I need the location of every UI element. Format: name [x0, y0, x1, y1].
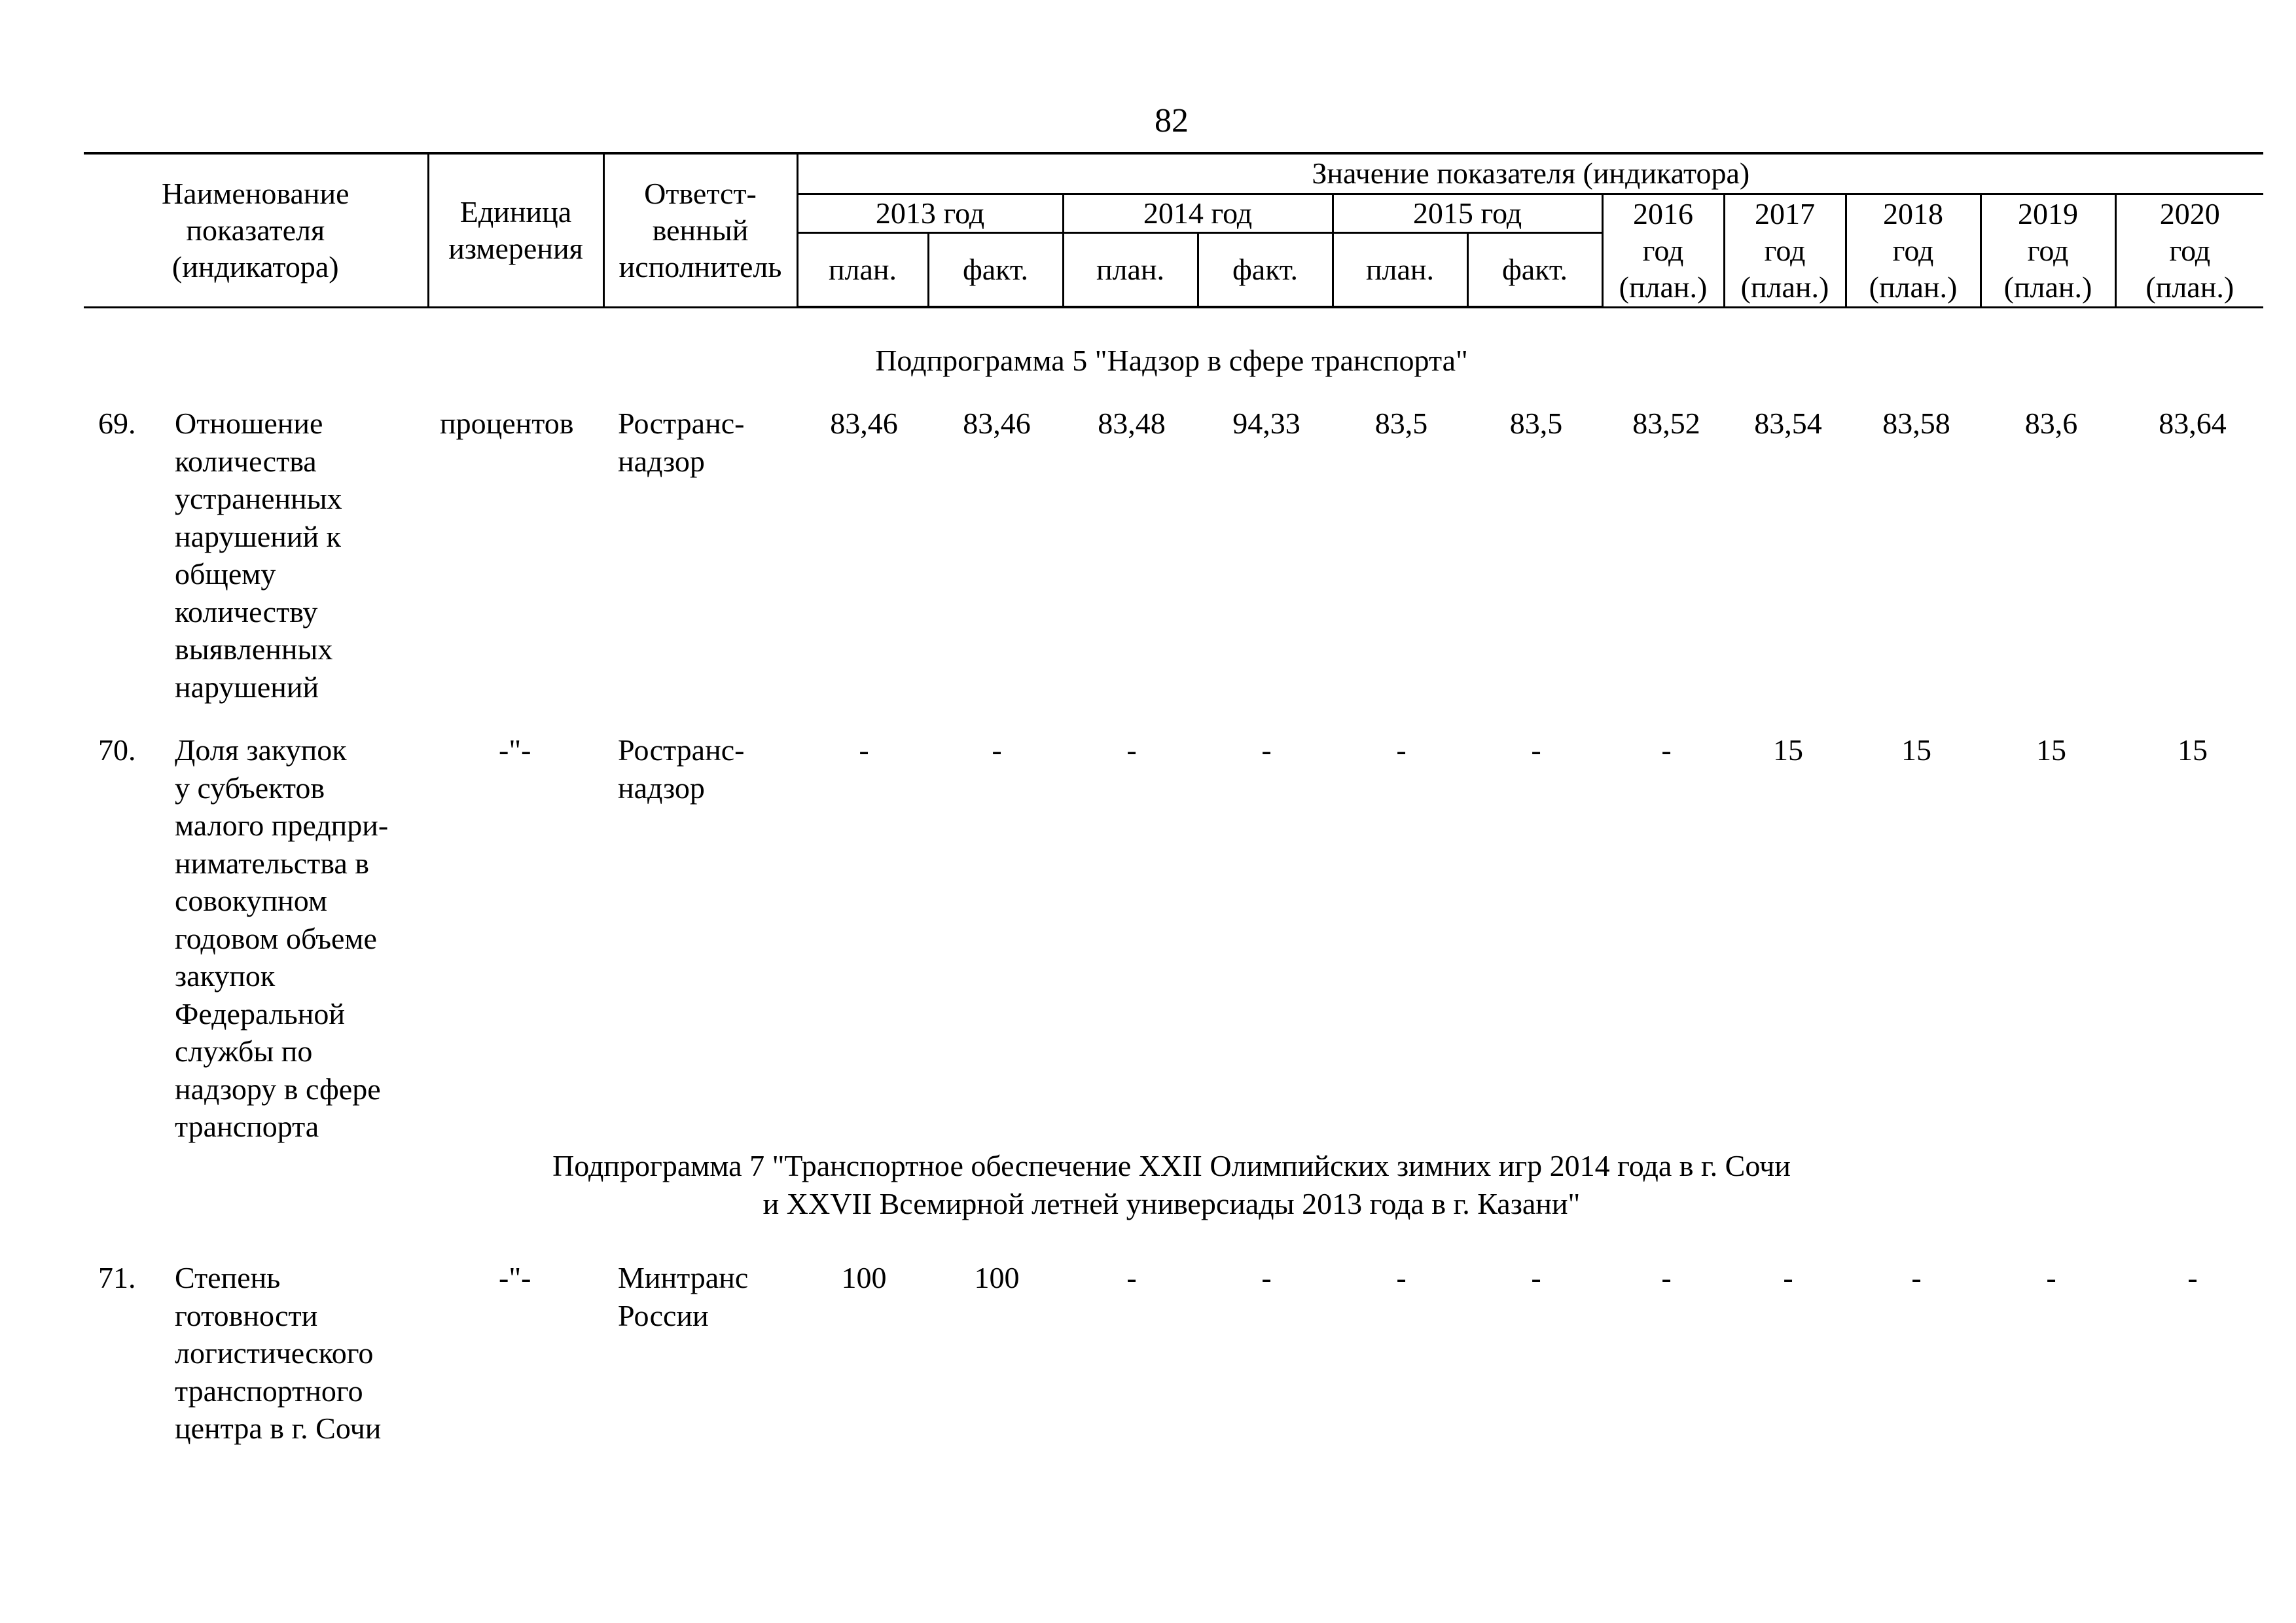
- row-unit: -"-: [499, 733, 531, 767]
- row-name: Отношение количества устраненных нарушений к общему количеству выявленных нарушений: [175, 407, 342, 704]
- value-cell: 83,46: [963, 407, 1031, 440]
- value-cell: -: [1261, 1261, 1272, 1294]
- value-cell: 94,33: [1232, 407, 1300, 440]
- value-cell: 83,48: [1098, 407, 1166, 440]
- value-cell: 83,46: [830, 407, 898, 440]
- header-value-group: Значение показателя (индикатора): [797, 153, 2263, 194]
- value-cell: 15: [1773, 733, 1803, 767]
- value-cell: -: [1661, 733, 1672, 767]
- value-cell: -: [2187, 1261, 2198, 1294]
- value-cell: -: [1783, 1261, 1793, 1294]
- header-name-col: Наименование показателя (индикатора): [84, 153, 428, 307]
- header-plan-2014: план.: [1063, 232, 1198, 307]
- value-cell: -: [1531, 733, 1541, 767]
- page-number: 82: [1155, 102, 1189, 139]
- header-fact-2015: факт.: [1467, 232, 1602, 307]
- header-plan-2016: 2016 год (план.): [1602, 194, 1724, 307]
- row-name: Степень готовности логистического транспортного центра в г. Сочи: [175, 1261, 382, 1445]
- header-responsible-col: Ответст- венный исполнитель: [603, 153, 797, 307]
- subprogram-5-title: Подпрограмма 5 "Надзор в сфере транспорта": [875, 344, 1468, 377]
- row-unit: процентов: [440, 407, 574, 440]
- header-plan-2017: 2017 год (план.): [1724, 194, 1846, 307]
- row-name: Доля закупок у субъектов малого предпри- нимательства в совокупном годовом объеме закупок Федеральной службы по надзору в сфере транспорта: [175, 733, 389, 1143]
- value-cell: -: [992, 733, 1002, 767]
- header-plan-2018: 2018 год (план.): [1846, 194, 1981, 307]
- header-year-2015: 2015 год: [1333, 194, 1602, 232]
- value-cell: -: [1911, 1261, 1922, 1294]
- row-responsible: Ространс- надзор: [618, 407, 745, 478]
- header-plan-2019: 2019 год (план.): [1981, 194, 2115, 307]
- value-cell: -: [1531, 1261, 1541, 1294]
- row-number: 71.: [98, 1261, 136, 1294]
- value-cell: 15: [1901, 733, 1931, 767]
- header-plan-2020: 2020 год (план.): [2115, 194, 2263, 307]
- header-unit-col: Единица измерения: [428, 153, 603, 307]
- value-cell: 83,64: [2159, 407, 2227, 440]
- row-number: 70.: [98, 733, 136, 767]
- header-year-2014: 2014 год: [1063, 194, 1333, 232]
- value-cell: 100: [841, 1261, 887, 1294]
- value-cell: 83,52: [1632, 407, 1700, 440]
- header-fact-2013: факт.: [928, 232, 1063, 307]
- value-cell: 83,5: [1374, 407, 1428, 440]
- value-cell: 83,54: [1754, 407, 1822, 440]
- value-cell: -: [1396, 1261, 1407, 1294]
- header-year-2013: 2013 год: [797, 194, 1063, 232]
- header-plan-2013: план.: [797, 232, 928, 307]
- value-cell: 83,6: [2024, 407, 2078, 440]
- row-unit: -"-: [499, 1261, 531, 1294]
- value-cell: 83,58: [1882, 407, 1950, 440]
- value-cell: 15: [2036, 733, 2066, 767]
- row-responsible: Ространс- надзор: [618, 733, 745, 805]
- value-cell: -: [1661, 1261, 1672, 1294]
- table-header: [84, 152, 2263, 308]
- value-cell: -: [1126, 733, 1137, 767]
- row-number: 69.: [98, 407, 136, 440]
- value-cell: -: [1261, 733, 1272, 767]
- header-fact-2014: факт.: [1198, 232, 1333, 307]
- value-cell: 15: [2178, 733, 2208, 767]
- value-cell: 83,5: [1509, 407, 1563, 440]
- value-cell: -: [1126, 1261, 1137, 1294]
- value-cell: -: [2046, 1261, 2056, 1294]
- header-plan-2015: план.: [1333, 232, 1467, 307]
- value-cell: -: [1396, 733, 1407, 767]
- subprogram-7-title: Подпрограмма 7 "Транспортное обеспечение XXII Олимпийских зимних игр 2014 года в г. Сочи и XXVII Всемирной летней универсиады 2013 года в г. Казани": [552, 1149, 1791, 1220]
- row-responsible: Минтранс России: [618, 1261, 749, 1332]
- value-cell: -: [859, 733, 869, 767]
- value-cell: 100: [974, 1261, 1020, 1294]
